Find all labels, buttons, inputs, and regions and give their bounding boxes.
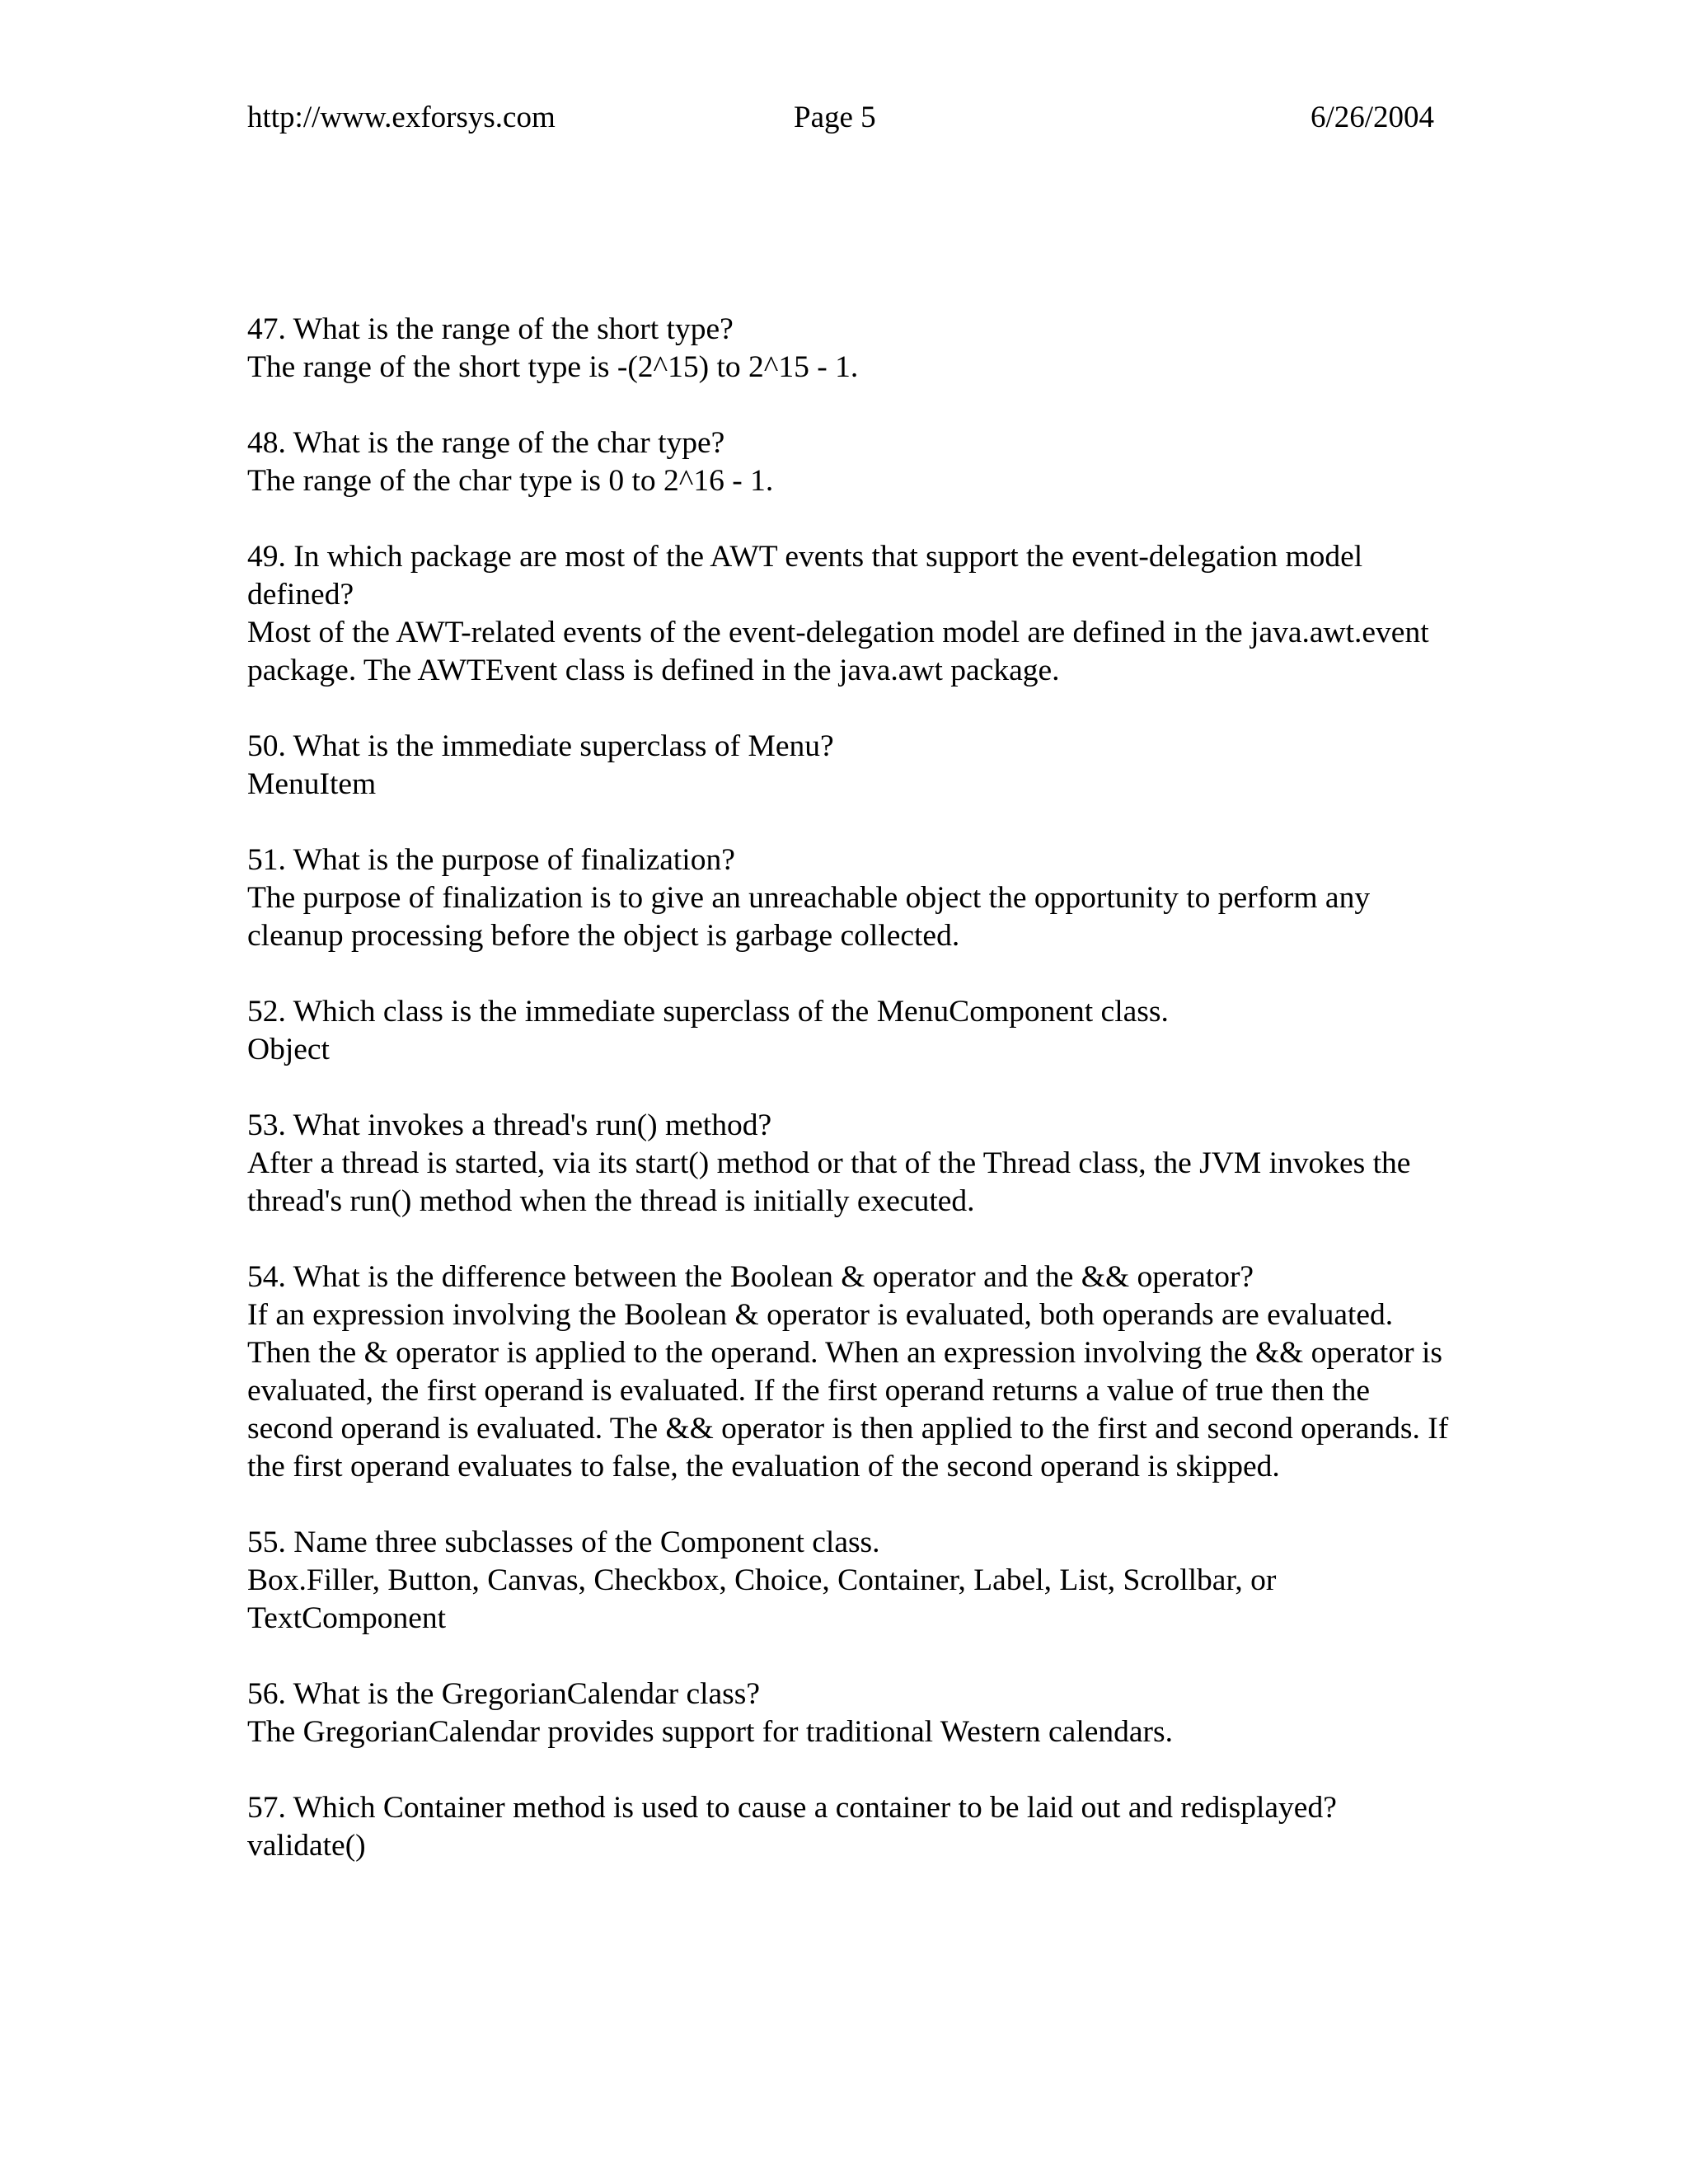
question: 57. Which Container method is used to cause a container to be laid out and redisplayed? — [247, 1791, 1337, 1825]
qa-item — [247, 1789, 1451, 1865]
answer: Box.Filler, Button, Canvas, Checkbox, Choice, Container, Label, List, Scrollbar, or TextComponent — [247, 1563, 1277, 1635]
question: 55. Name three subclasses of the Component class. — [247, 1526, 880, 1559]
question: 49. In which package are most of the AWT events that support the event-delegation model defined? — [247, 540, 1363, 612]
qa-item — [247, 841, 1451, 955]
question: 53. What invokes a thread's run() method? — [247, 1108, 772, 1142]
qa-item — [247, 424, 1451, 500]
question: 48. What is the range of the char type? — [247, 426, 725, 460]
answer: If an expression involving the Boolean & operator is evaluated, both operands are evaluated. Then the & operator is applied to the operand. When an expression involving the && operator is evaluated, the first operand is evaluated. If the first operand returns a value of true then the second operand is evaluated. The && operator is then applied to the first and second operands. If the first operand evaluates to false, the evaluation of the second operand is skipped. — [247, 1298, 1449, 1483]
qa-item — [247, 728, 1451, 804]
header-date: 6/26/2004 — [1310, 101, 1434, 134]
question: 50. What is the immediate superclass of Menu? — [247, 729, 834, 763]
answer: Object — [247, 1033, 330, 1066]
answer: The range of the char type is 0 to 2^16 - 1. — [247, 464, 774, 498]
qa-item — [247, 1107, 1451, 1221]
answer: The purpose of finalization is to give an unreachable object the opportunity to perform any cleanup processing before the object is garbage collected. — [247, 881, 1371, 953]
question: 54. What is the difference between the Boolean & operator and the && operator? — [247, 1260, 1254, 1294]
page-header — [247, 97, 1434, 138]
answer: MenuItem — [247, 767, 377, 801]
header-page-number: Page 5 — [794, 101, 876, 134]
answer: After a thread is started, via its start() method or that of the Thread class, the JVM invokes the thread's run() method when the thread is initially executed. — [247, 1146, 1411, 1218]
answer: validate() — [247, 1829, 366, 1863]
qa-item — [247, 538, 1451, 690]
qa-item — [247, 1258, 1451, 1486]
qa-item — [247, 311, 1451, 387]
question: 47. What is the range of the short type? — [247, 312, 734, 346]
header-url: http://www.exforsys.com — [247, 101, 556, 134]
question: 52. Which class is the immediate superclass of the MenuComponent class. — [247, 995, 1169, 1029]
question: 56. What is the GregorianCalendar class? — [247, 1677, 761, 1711]
qa-list — [247, 311, 1451, 1903]
qa-item — [247, 1524, 1451, 1638]
qa-item — [247, 1675, 1451, 1751]
answer: The GregorianCalendar provides support for traditional Western calendars. — [247, 1715, 1173, 1749]
answer: The range of the short type is -(2^15) to 2^15 - 1. — [247, 350, 859, 384]
qa-item — [247, 993, 1451, 1069]
answer: Most of the AWT-related events of the event-delegation model are defined in the java.awt.event package. The AWTEvent class is defined in the java.awt package. — [247, 616, 1429, 687]
question: 51. What is the purpose of finalization? — [247, 843, 735, 877]
